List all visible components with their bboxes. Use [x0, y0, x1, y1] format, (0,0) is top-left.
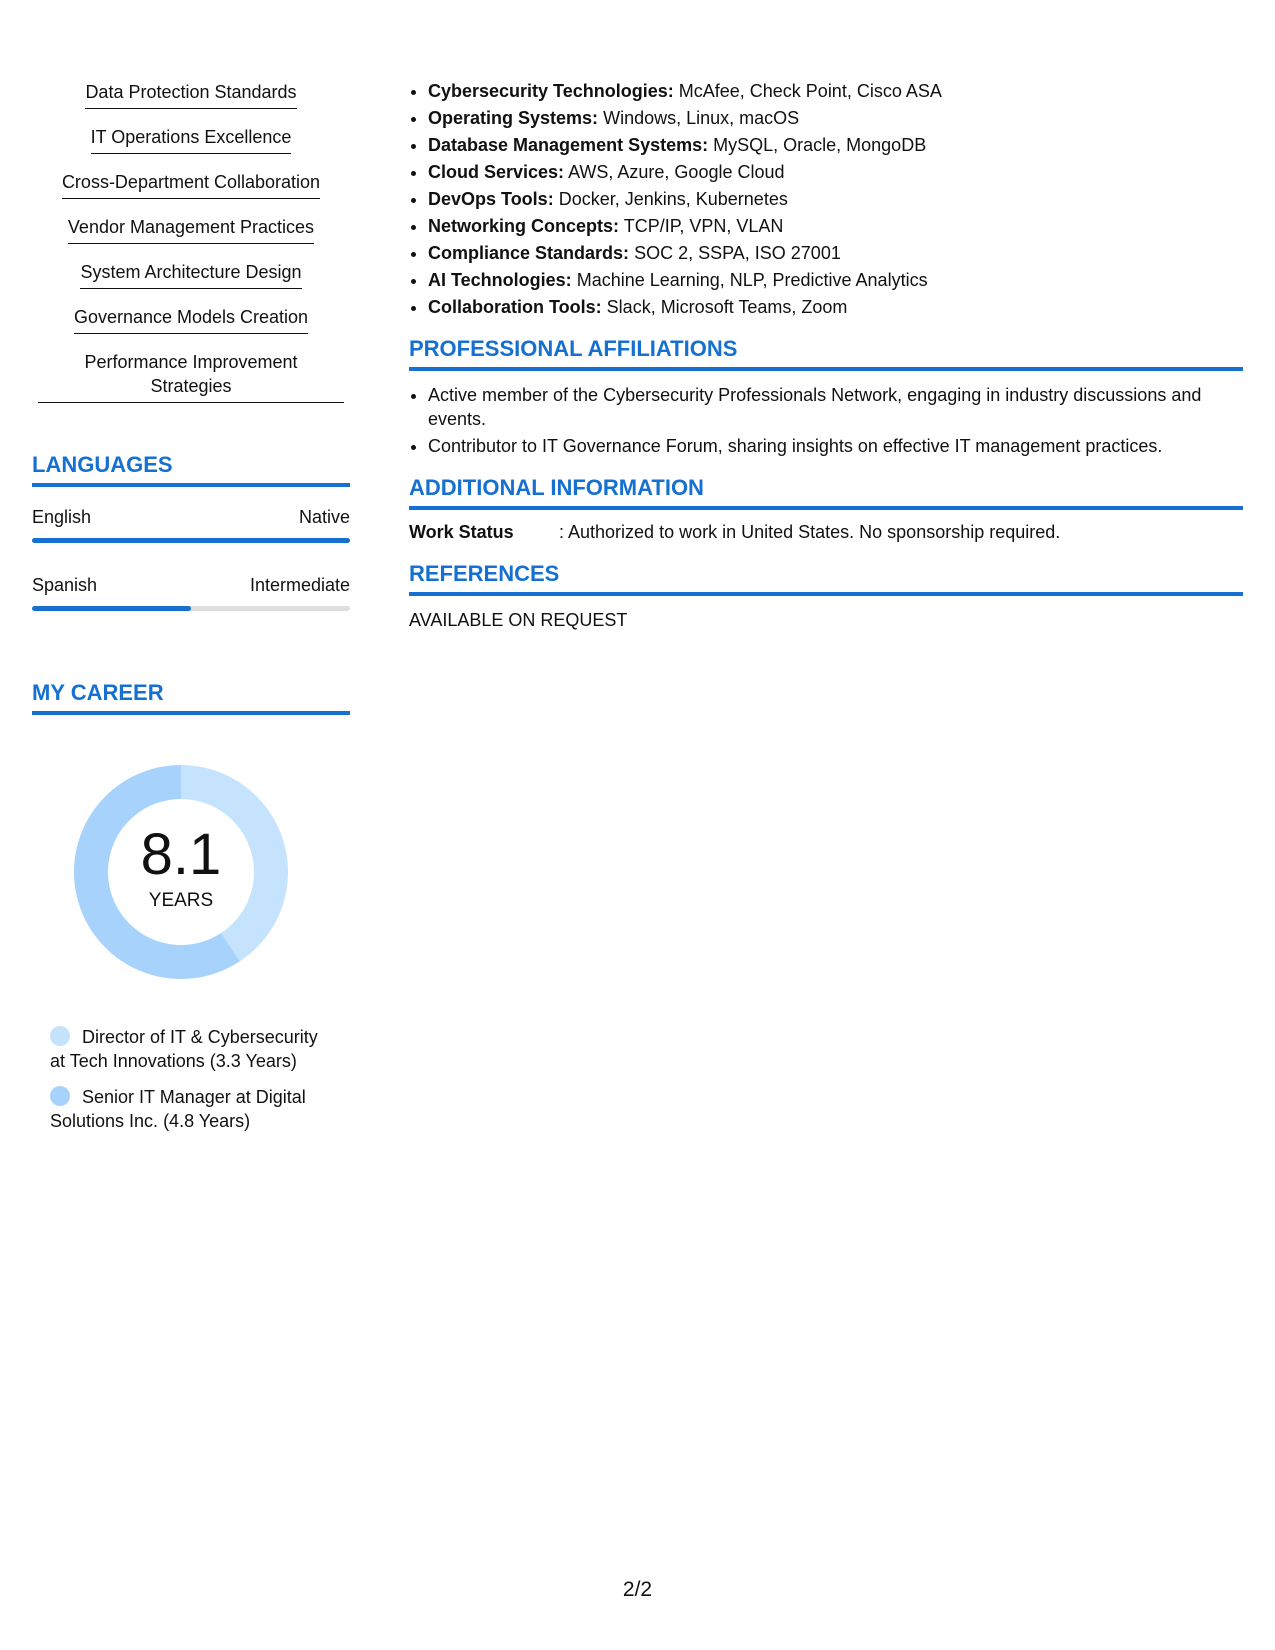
language-entry: [32, 573, 350, 611]
list-item: [428, 105, 1243, 132]
languages-heading: LANGUAGES: [32, 451, 350, 487]
list-item: [428, 78, 1243, 105]
list-item: [428, 267, 1243, 294]
skill-item: System Architecture Design: [80, 260, 301, 289]
left-column: [32, 80, 350, 1145]
term: AI Technologies:: [428, 270, 572, 290]
career-heading: MY CAREER: [32, 679, 350, 715]
list-item: [428, 186, 1243, 213]
references-text: AVAILABLE ON REQUEST: [409, 610, 628, 630]
language-bar-fill: [32, 538, 350, 543]
term: Compliance Standards:: [428, 243, 630, 263]
legend-label: Director of IT & Cybersecurity at Tech Innovations (3.3 Years): [50, 1027, 318, 1071]
legend-dot: [50, 1026, 70, 1046]
skill-item: Vendor Management Practices: [68, 215, 314, 244]
term: Collaboration Tools:: [428, 297, 602, 317]
term-value: McAfee, Check Point, Cisco ASA: [678, 81, 942, 101]
work-status-label: Work Status: [409, 522, 514, 542]
list-item: [428, 294, 1243, 321]
skill-item: Governance Models Creation: [74, 305, 308, 334]
skill-item: Performance Improvement Strategies: [38, 350, 344, 403]
list-item: • Contributor to IT Governance Forum, sharing insights on effective IT management practices.: [428, 434, 1243, 458]
list-item: • Active member of the Cybersecurity Professionals Network, engaging in industry discussions and events.: [428, 383, 1243, 431]
work-status-value: : Authorized to work in United States. No sponsorship required.: [559, 522, 1061, 542]
term: Cybersecurity Technologies:: [428, 81, 674, 101]
list-item: [428, 132, 1243, 159]
career-total-years: 8.1: [140, 822, 222, 887]
career-years-unit: YEARS: [148, 890, 214, 911]
references-heading: REFERENCES: [409, 560, 1243, 596]
additional-info-heading: ADDITIONAL INFORMATION: [409, 474, 1243, 510]
language-level: Intermediate: [249, 575, 350, 595]
legend-item: [50, 1085, 320, 1133]
term-value: Windows, Linux, macOS: [603, 108, 800, 128]
language-name: English: [32, 507, 92, 527]
list-item: [428, 159, 1243, 186]
term-value: Docker, Jenkins, Kubernetes: [558, 189, 788, 209]
skill-item: Cross-Department Collaboration: [62, 170, 320, 199]
term-value: SOC 2, SSPA, ISO 27001: [634, 243, 841, 263]
career-legend: [50, 1025, 320, 1133]
career-donut: [66, 757, 296, 987]
skill-item: Data Protection Standards: [85, 80, 296, 109]
legend-dot: [50, 1086, 70, 1106]
right-column: [409, 78, 1243, 632]
term-value: AWS, Azure, Google Cloud: [568, 162, 785, 182]
legend-label: Senior IT Manager at Digital Solutions Inc. (4.8 Years): [50, 1087, 306, 1131]
affiliations-heading: PROFESSIONAL AFFILIATIONS: [409, 335, 1243, 371]
term: Cloud Services:: [428, 162, 565, 182]
language-name: Spanish: [32, 575, 98, 595]
page-number: 2/2: [622, 1578, 653, 1601]
language-bar-fill: [32, 606, 191, 611]
list-item: [428, 213, 1243, 240]
term: DevOps Tools:: [428, 189, 554, 209]
technical-skills-list: [409, 78, 1243, 321]
term-value: MySQL, Oracle, MongoDB: [713, 135, 927, 155]
list-item: [428, 240, 1243, 267]
term: Database Management Systems:: [428, 135, 709, 155]
term: Operating Systems:: [428, 108, 599, 128]
term-value: Machine Learning, NLP, Predictive Analytics: [576, 270, 928, 290]
work-status-row: [409, 520, 1243, 544]
language-entry: [32, 505, 350, 543]
legend-item: [50, 1025, 320, 1073]
term: Networking Concepts:: [428, 216, 620, 236]
language-bar: [32, 606, 350, 611]
term-value: Slack, Microsoft Teams, Zoom: [606, 297, 848, 317]
language-bar: [32, 538, 350, 543]
skill-item: IT Operations Excellence: [91, 125, 292, 154]
language-level: Native: [298, 507, 350, 527]
skills-list: [32, 80, 350, 419]
affiliations-list: [409, 383, 1243, 458]
term-value: TCP/IP, VPN, VLAN: [623, 216, 784, 236]
